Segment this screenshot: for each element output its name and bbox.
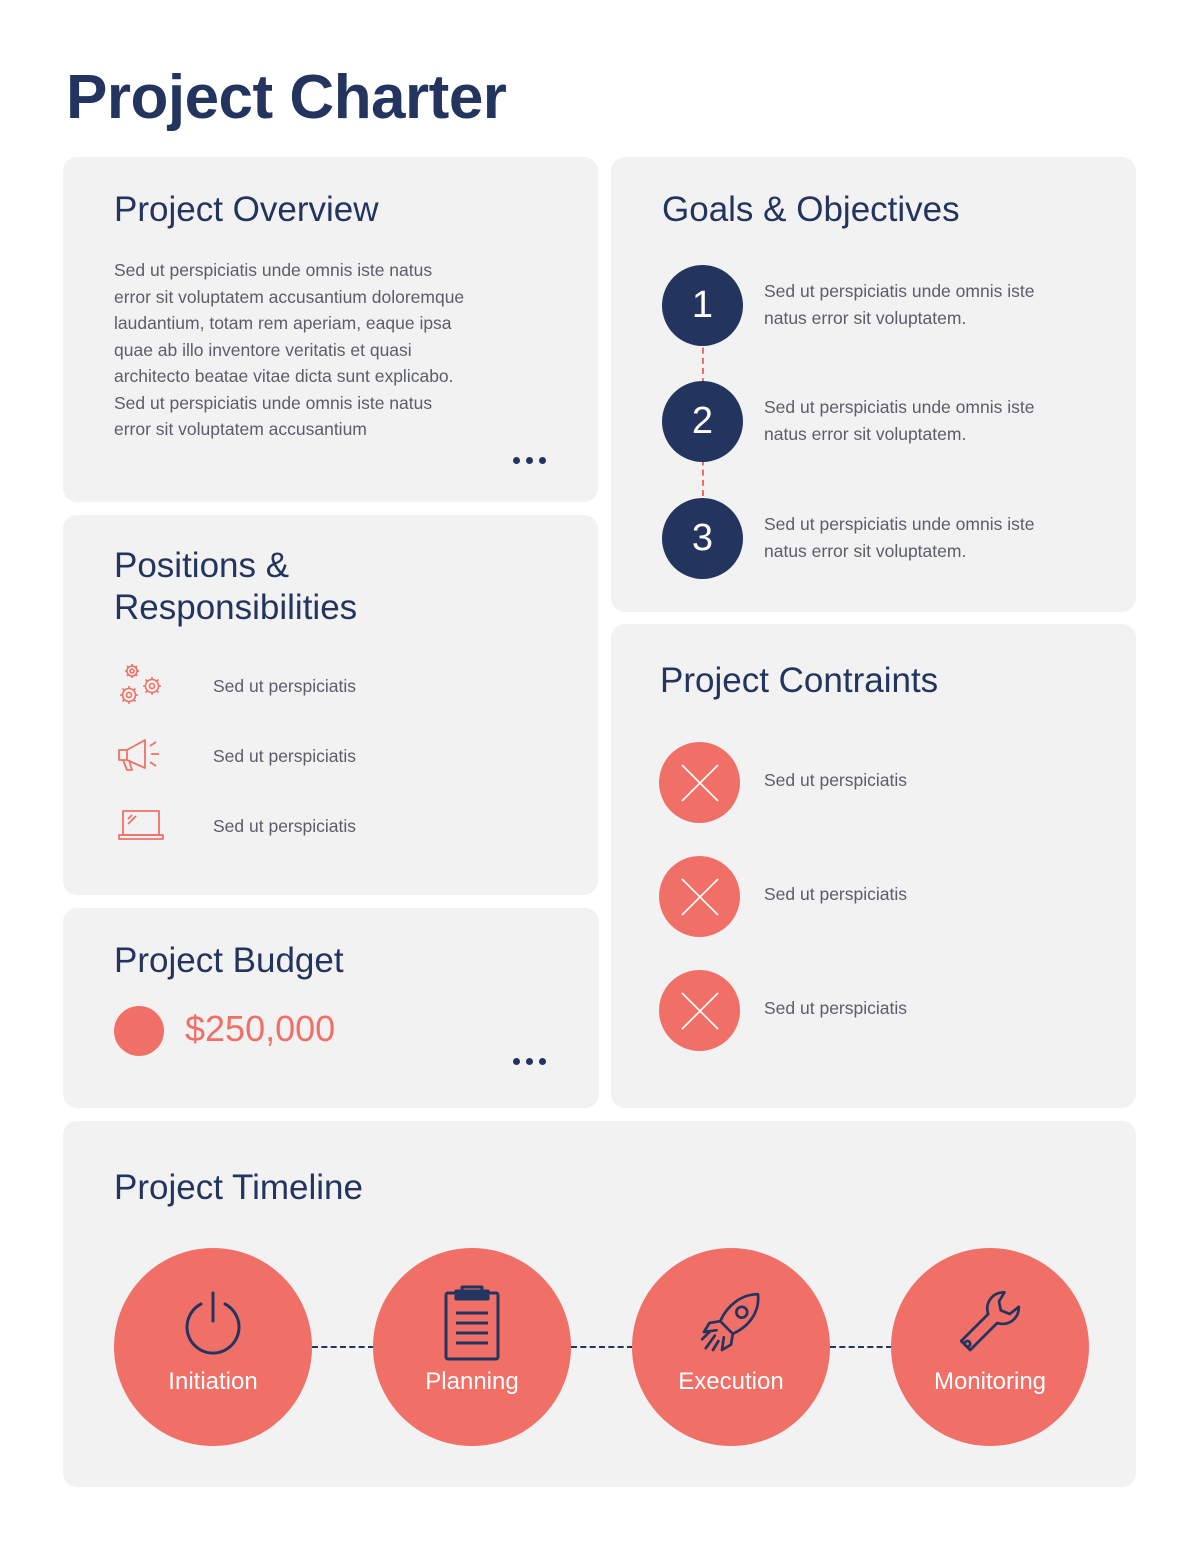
rocket-icon	[695, 1282, 767, 1364]
goal-text-line: natus error sit voluptatem.	[764, 423, 967, 444]
overview-line: laudantium, totam rem aperiam, eaque ipsa	[114, 313, 452, 333]
overview-line: quae ab illo inventore veritatis et quasi	[114, 339, 412, 360]
wrench-icon	[954, 1282, 1026, 1364]
positions-card	[63, 515, 598, 895]
timeline-step-label: Monitoring	[933, 1368, 1047, 1395]
timeline-step-planning	[373, 1248, 571, 1446]
x-icon	[659, 970, 740, 1051]
project-timeline-card	[63, 1121, 1136, 1487]
goal-number: 2	[662, 381, 743, 462]
timeline-step-execution	[632, 1248, 830, 1446]
positions-title-line: Positions &	[114, 546, 290, 585]
project-overview-text	[114, 257, 534, 443]
constraint-item	[659, 742, 1079, 823]
more-dots-icon[interactable]	[513, 457, 546, 464]
project-overview-title: Project Overview	[114, 190, 379, 229]
timeline-step-label: Initiation	[168, 1368, 258, 1395]
positions-title-line: Responsibilities	[114, 588, 358, 627]
goals-title: Goals & Objectives	[662, 190, 960, 229]
timeline-connector	[571, 1346, 633, 1348]
goal-text-line: Sed ut perspiciatis unde omnis iste	[764, 514, 1035, 534]
x-icon	[659, 856, 740, 937]
goal-text-line: Sed ut perspiciatis unde omnis iste	[764, 397, 1035, 417]
constraint-item	[659, 856, 1079, 937]
goal-text	[764, 278, 1094, 331]
timeline-connector	[830, 1346, 892, 1348]
budget-dot-icon	[114, 1006, 164, 1056]
clipboard-icon	[436, 1282, 508, 1364]
position-label: Sed ut perspiciatis	[213, 675, 356, 696]
megaphone-icon	[115, 730, 167, 782]
power-icon	[177, 1282, 249, 1364]
x-icon	[659, 742, 740, 823]
constraint-label: Sed ut perspiciatis	[764, 998, 907, 1018]
timeline-step-monitoring	[891, 1248, 1089, 1446]
project-budget-card	[63, 908, 599, 1108]
project-timeline-title: Project Timeline	[114, 1168, 363, 1207]
overview-line: Sed ut perspiciatis unde omnis iste natus	[114, 260, 433, 280]
timeline-step-label: Planning	[425, 1368, 519, 1395]
position-item	[115, 660, 356, 712]
goal-text	[764, 394, 1094, 447]
page-title: Project Charter	[66, 63, 507, 132]
goal-number: 1	[662, 265, 743, 346]
position-label: Sed ut perspiciatis	[213, 745, 356, 766]
goal-text-line: natus error sit voluptatem.	[764, 307, 967, 328]
position-item	[115, 800, 356, 852]
position-item	[115, 730, 356, 782]
timeline-step-label: Execution	[678, 1368, 784, 1395]
overview-line: Sed ut perspiciatis unde omnis iste natus	[114, 392, 433, 413]
timeline-connector	[312, 1346, 374, 1348]
laptop-icon	[115, 800, 167, 852]
project-constraints-card	[611, 624, 1136, 1108]
gears-icon	[115, 660, 167, 712]
project-constraints-title: Project Contraints	[660, 661, 939, 700]
overview-line: error sit voluptatem accusantium	[114, 419, 367, 439]
overview-line: architecto beatae vitae dicta sunt explicabo.	[114, 366, 454, 386]
more-dots-icon[interactable]	[513, 1058, 546, 1065]
constraint-label: Sed ut perspiciatis	[764, 770, 907, 790]
project-budget-title: Project Budget	[114, 941, 344, 980]
position-label: Sed ut perspiciatis	[213, 815, 356, 836]
constraint-item	[659, 970, 1079, 1051]
timeline-step-initiation	[114, 1248, 312, 1446]
goal-number: 3	[662, 498, 743, 579]
goal-text	[764, 511, 1094, 564]
goal-text-line: natus error sit voluptatem.	[764, 540, 967, 561]
budget-value: $250,000	[185, 1008, 336, 1049]
goals-card	[611, 157, 1136, 612]
goal-text-line: Sed ut perspiciatis unde omnis iste	[764, 281, 1035, 301]
project-overview-card	[63, 157, 598, 502]
constraint-label: Sed ut perspiciatis	[764, 884, 907, 904]
positions-title	[114, 545, 514, 629]
overview-line: error sit voluptatem accusantium doloremque	[114, 286, 465, 307]
